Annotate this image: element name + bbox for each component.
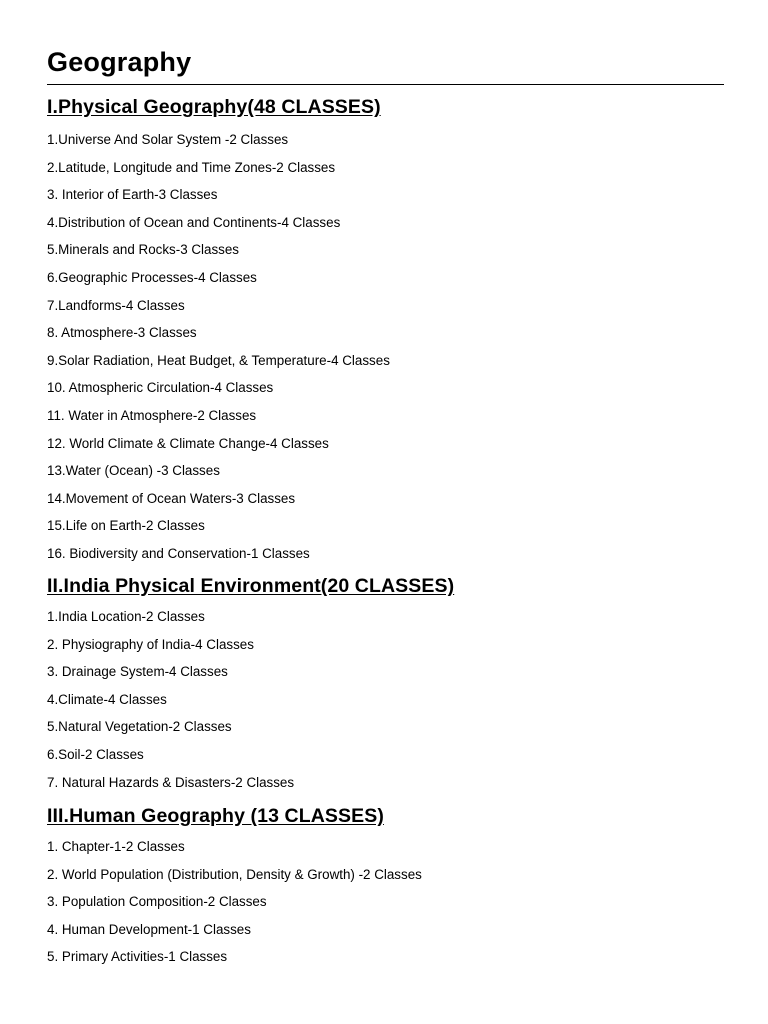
topic-item: 6.Geographic Processes-4 Classes	[47, 269, 257, 285]
section-physical-geography	[47, 94, 727, 568]
topic-item: 5.Minerals and Rocks-3 Classes	[47, 242, 240, 258]
topic-item: 15.Life on Earth-2 Classes	[47, 518, 205, 534]
section-heading: II.India Physical Environment(20 CLASSES)	[47, 575, 455, 597]
topic-item: 12. World Climate & Climate Change-4 Classes	[47, 435, 329, 451]
topic-item: 1.India Location-2 Classes	[47, 609, 205, 624]
topic-item: 3. Population Composition-2 Classes	[47, 894, 267, 910]
topic-item: 1.Universe And Solar System -2 Classes	[47, 132, 289, 147]
topic-item: 2. World Population (Distribution, Density & Growth) -2 Classes	[47, 866, 422, 882]
section-india-physical-environment	[47, 573, 727, 796]
topic-item: 5. Primary Activities-1 Classes	[47, 949, 228, 965]
topic-list	[47, 126, 727, 568]
topic-item: 3. Drainage System-4 Classes	[47, 664, 228, 680]
topic-item: 2. Physiography of India-4 Classes	[47, 636, 254, 652]
topic-item: 10. Atmospheric Circulation-4 Classes	[47, 380, 274, 396]
topic-item: 1. Chapter-1-2 Classes	[47, 839, 185, 854]
topic-list	[47, 603, 727, 796]
topic-item: 4.Distribution of Ocean and Continents-4 Classes	[47, 214, 341, 230]
topic-item: 9.Solar Radiation, Heat Budget, & Temperature-4 Classes	[47, 352, 390, 368]
topic-item: 4. Human Development-1 Classes	[47, 921, 251, 937]
topic-item: 3. Interior of Earth-3 Classes	[47, 187, 218, 203]
topic-item: 8. Atmosphere-3 Classes	[47, 325, 197, 341]
section-heading: III.Human Geography (13 CLASSES)	[47, 805, 384, 827]
topic-item: 16. Biodiversity and Conservation-1 Classes	[47, 545, 310, 561]
topic-item: 4.Climate-4 Classes	[47, 691, 167, 707]
topic-item: 6.Soil-2 Classes	[47, 746, 144, 762]
section-heading: I.Physical Geography(48 CLASSES)	[47, 96, 381, 118]
topic-item: 7.Landforms-4 Classes	[47, 297, 185, 313]
topic-item: 7. Natural Hazards & Disasters-2 Classes	[47, 774, 295, 790]
topic-item: 14.Movement of Ocean Waters-3 Classes	[47, 490, 296, 506]
topic-list	[47, 833, 727, 971]
topic-item: 5.Natural Vegetation-2 Classes	[47, 719, 232, 735]
title-divider	[47, 84, 724, 85]
topic-item: 13.Water (Ocean) -3 Classes	[47, 463, 220, 479]
page-title: Geography	[47, 47, 192, 77]
topic-item: 11. Water in Atmosphere-2 Classes	[47, 407, 257, 423]
topic-item: 2.Latitude, Longitude and Time Zones-2 Classes	[47, 159, 336, 175]
section-human-geography	[47, 803, 727, 971]
